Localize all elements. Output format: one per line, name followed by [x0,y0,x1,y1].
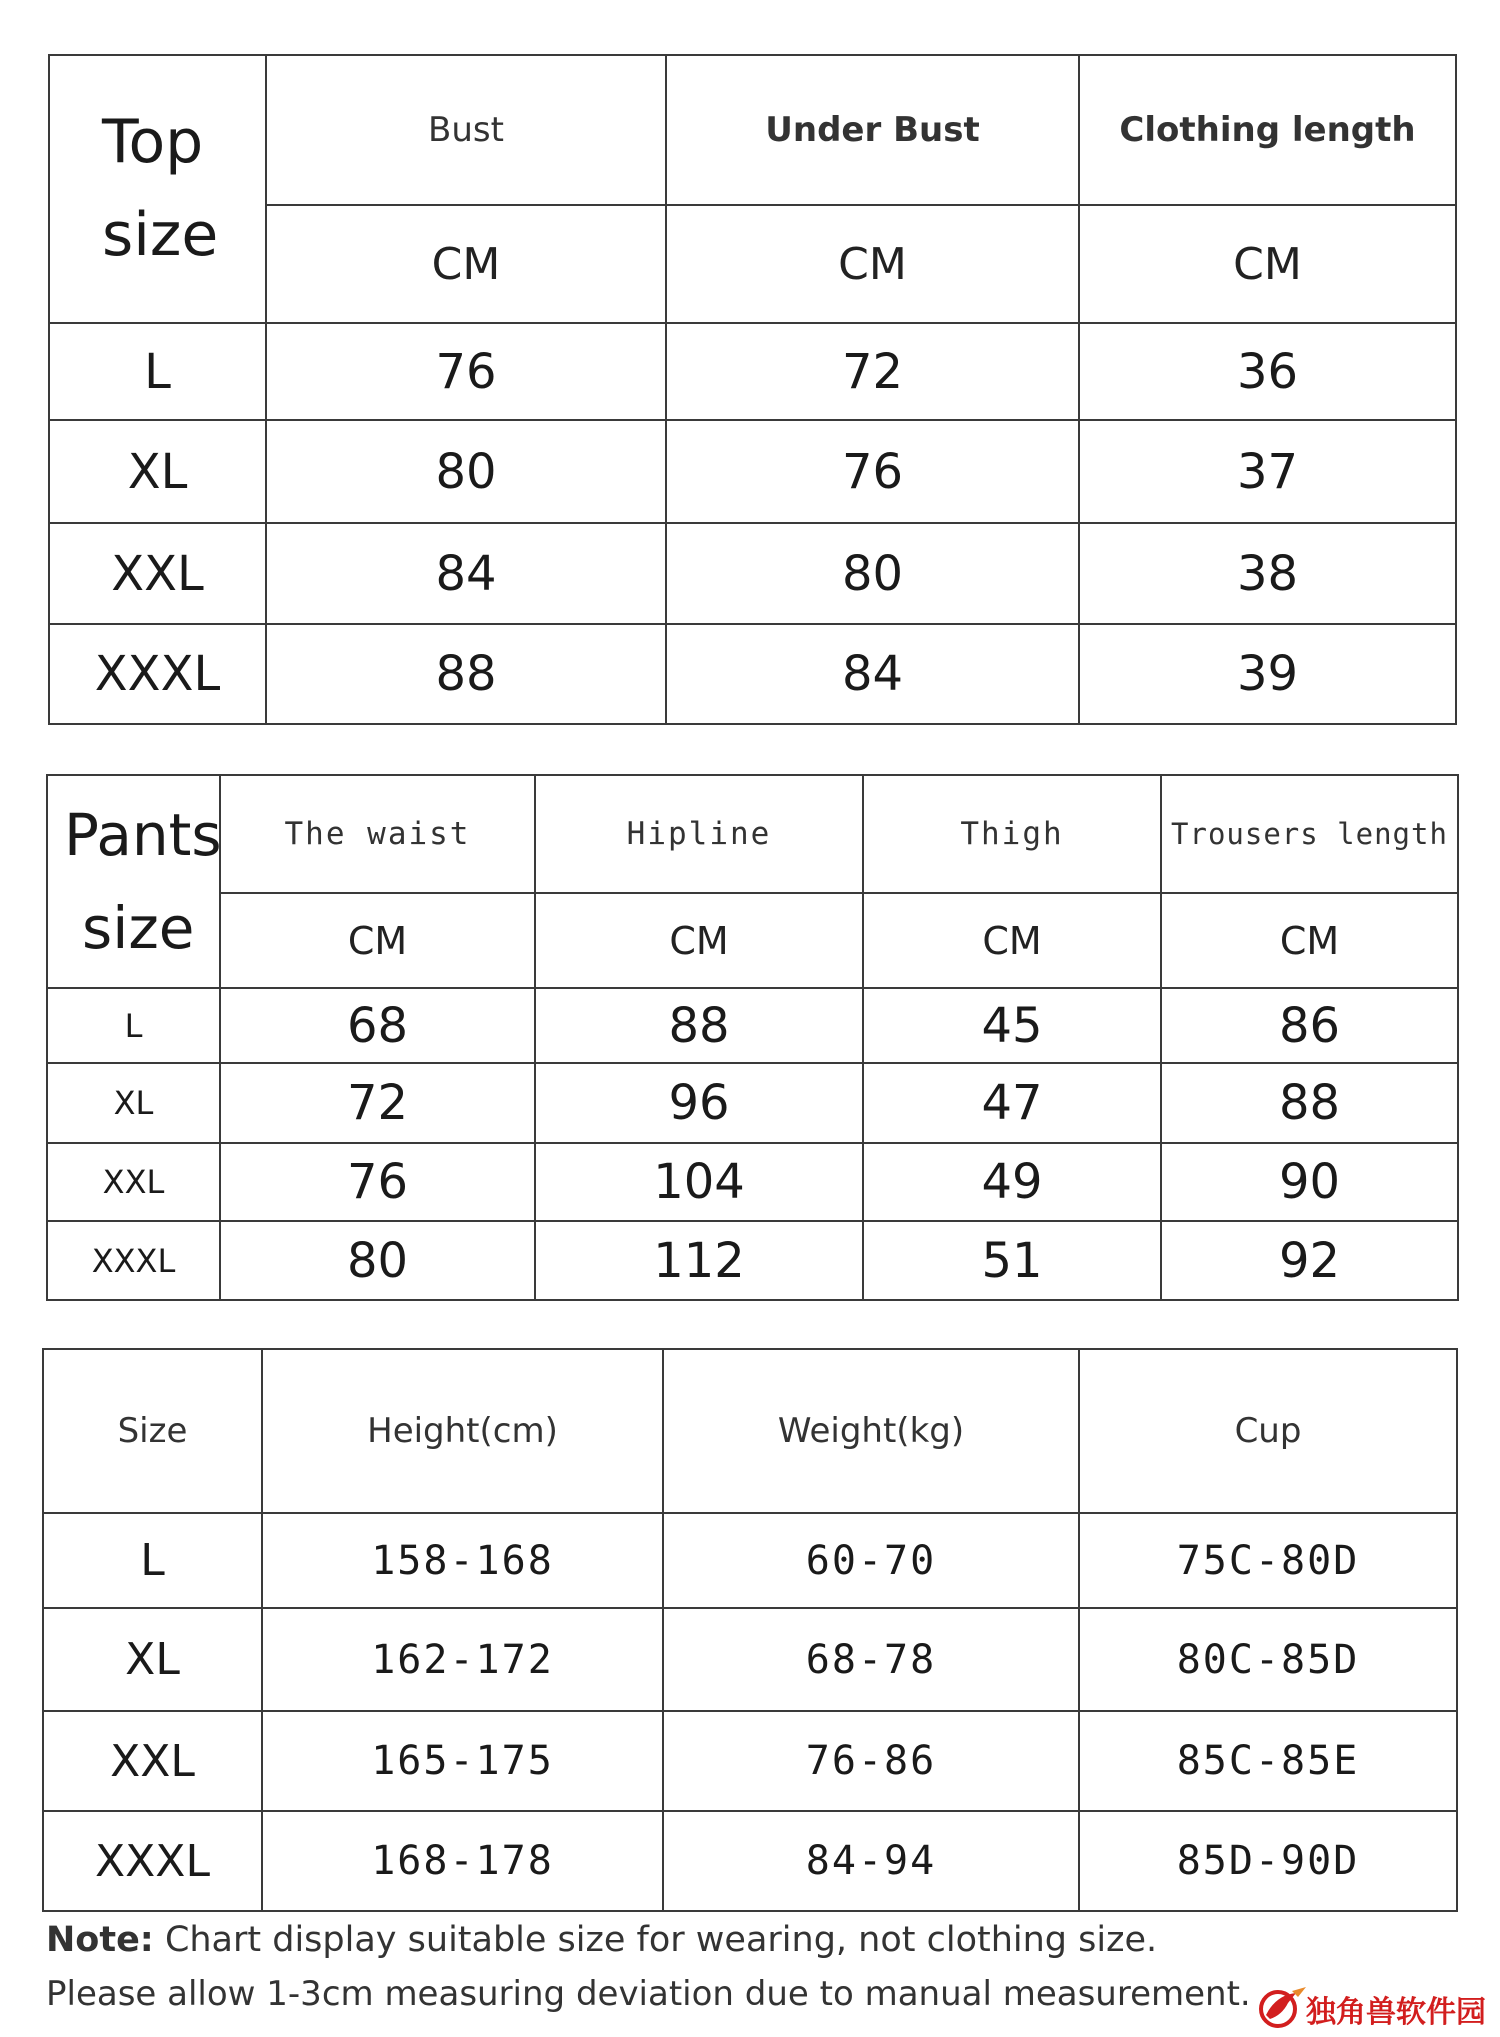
unit-cm: CM [220,893,535,988]
value-cell: 45 [863,988,1161,1063]
pants-title-line2: size [82,893,195,962]
unicorn-logo-icon [1252,1985,1312,2029]
note-line-2: Please allow 1-3cm measuring deviation due to manual measurement. [46,1974,1251,2014]
value-cell: 92 [1161,1221,1458,1300]
value-cell: 39 [1079,624,1456,724]
note-label: Note: [46,1920,154,1960]
header-waist: The waist [220,775,535,893]
top-size-table [48,54,1457,725]
weight-cell: 60-70 [663,1513,1079,1608]
value-cell: 38 [1079,523,1456,624]
value-cell: 36 [1079,323,1456,420]
pants-title-line1: Pants [64,800,222,869]
weight-cell: 68-78 [663,1608,1079,1711]
header-hipline: Hipline [535,775,863,893]
top-size-title [49,55,266,323]
table-row [47,1221,1458,1300]
header-height: Height(cm) [262,1349,663,1513]
size-cell: XXL [47,1143,220,1221]
value-cell: 80 [266,420,666,523]
top-title-line2: size [102,200,219,270]
value-cell: 72 [220,1063,535,1143]
unit-cm: CM [266,205,666,323]
table-row [47,1143,1458,1221]
table-row [43,1711,1457,1811]
cup-cell: 75C-80D [1079,1513,1457,1608]
weight-cell: 84-94 [663,1811,1079,1911]
value-cell: 76 [220,1143,535,1221]
height-cell: 162-172 [262,1608,663,1711]
watermark-logo [1252,1985,1492,2029]
size-cell: XL [43,1608,262,1711]
size-cell: L [43,1513,262,1608]
value-cell: 104 [535,1143,863,1221]
header-trousers-length: Trousers length [1161,775,1458,893]
value-cell: 68 [220,988,535,1063]
size-cell: L [47,988,220,1063]
value-cell: 76 [666,420,1079,523]
cup-cell: 85C-85E [1079,1711,1457,1811]
pants-size-title [47,775,220,988]
unit-cm: CM [535,893,863,988]
table-row [47,1063,1458,1143]
table-row [43,1513,1457,1608]
unit-cm: CM [1161,893,1458,988]
size-cell: XXXL [43,1811,262,1911]
height-cell: 168-178 [262,1811,663,1911]
value-cell: 88 [266,624,666,724]
size-cell: XL [47,1063,220,1143]
body-size-table [42,1348,1458,1912]
value-cell: 112 [535,1221,863,1300]
value-cell: 49 [863,1143,1161,1221]
table-row [49,420,1456,523]
value-cell: 88 [1161,1063,1458,1143]
header-weight: Weight(kg) [663,1349,1079,1513]
value-cell: 88 [535,988,863,1063]
header-under-bust: Under Bust [666,55,1079,205]
header-bust: Bust [266,55,666,205]
header-clothing-length: Clothing length [1079,55,1456,205]
unit-cm: CM [863,893,1161,988]
unit-cm: CM [666,205,1079,323]
table-row [43,1608,1457,1711]
table-row [43,1811,1457,1911]
unit-cm: CM [1079,205,1456,323]
value-cell: 37 [1079,420,1456,523]
table-row [49,323,1456,420]
size-cell: XL [49,420,266,523]
note-text-1: Chart display suitable size for wearing, not clothing size. [153,1920,1158,1960]
value-cell: 80 [666,523,1079,624]
value-cell: 86 [1161,988,1458,1063]
size-cell: XXXL [47,1221,220,1300]
header-thigh: Thigh [863,775,1161,893]
size-cell: L [49,323,266,420]
table-row [49,523,1456,624]
weight-cell: 76-86 [663,1711,1079,1811]
header-size: Size [43,1349,262,1513]
value-cell: 80 [220,1221,535,1300]
value-cell: 72 [666,323,1079,420]
size-cell: XXL [43,1711,262,1811]
height-cell: 158-168 [262,1513,663,1608]
value-cell: 96 [535,1063,863,1143]
value-cell: 90 [1161,1143,1458,1221]
value-cell: 76 [266,323,666,420]
value-cell: 51 [863,1221,1161,1300]
header-cup: Cup [1079,1349,1457,1513]
height-cell: 165-175 [262,1711,663,1811]
cup-cell: 85D-90D [1079,1811,1457,1911]
table-row [49,624,1456,724]
note-line-1 [46,1920,1157,1960]
value-cell: 47 [863,1063,1161,1143]
value-cell: 84 [266,523,666,624]
size-cell: XXXL [49,624,266,724]
cup-cell: 80C-85D [1079,1608,1457,1711]
pants-size-table [46,774,1459,1301]
value-cell: 84 [666,624,1079,724]
top-title-line1: Top [102,107,204,177]
watermark-text: 独角兽软件园 [1306,1995,1486,2030]
table-row [47,988,1458,1063]
size-cell: XXL [49,523,266,624]
